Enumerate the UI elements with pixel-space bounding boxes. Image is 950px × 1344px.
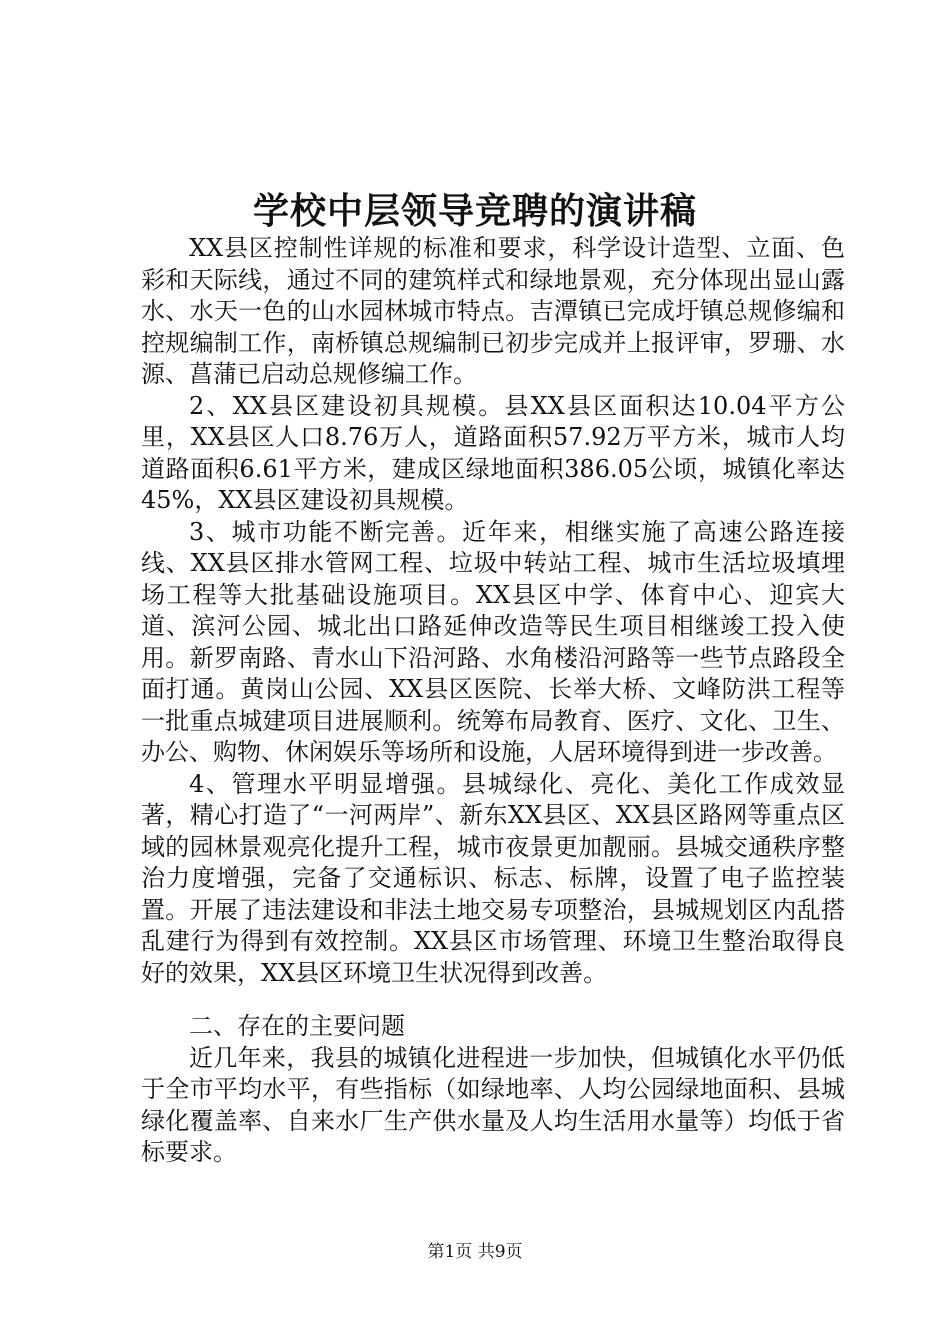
page-title: 学校中层领导竞聘的演讲稿 xyxy=(252,190,697,232)
page-footer: 第1页 共9页 xyxy=(427,1242,523,1262)
section-heading: 二、存在的主要问题 xyxy=(189,1012,405,1040)
paragraph-2: 2、XX县区建设初具规模。县XX县区面积达10.04平方公里，XX县区人口8.76万人，道路面积57.92万平方米，城市人均道路面积6.61平方米，建成区绿地面积386.05公顷，城镇化率达45%，XX县区建设初具规模。 xyxy=(141,391,845,514)
document-body xyxy=(141,233,845,1169)
section-paragraph: 近几年来，我县的城镇化进程进一步加快，但城镇化水平仍低于全市平均水平，有些指标（如绿地率、人均公园绿地面积、县城绿化覆盖率、自来水厂生产供水量及人均生活用水量等）均低于省标要求。 xyxy=(141,1043,845,1166)
paragraph-4: 4、管理水平明显增强。县城绿化、亮化、美化工作成效显著，精心打造了“一河两岸”、新东XX县区、XX县区路网等重点区域的园林景观亮化提升工程，城市夜景更加靓丽。县城交通秩序整治力度增强，完备了交通标识、标志、标牌，设置了电子监控装置。开展了违法建设和非法土地交易专项整治，县城规划区内乱搭乱建行为得到有效控制。XX县区市场管理、环境卫生整治取得良好的效果，XX县区环境卫生状况得到改善。 xyxy=(141,769,845,987)
paragraph-1: XX县区控制性详规的标准和要求，科学设计造型、立面、色彩和天际线，通过不同的建筑样式和绿地景观，充分体现出显山露水、水天一色的山水园林城市特点。吉潭镇已完成圩镇总规修编和控规编制工作，南桥镇总规编制已初步完成并上报评审，罗珊、水源、菖蒲已启动总规修编工作。 xyxy=(141,234,845,388)
paragraph-3: 3、城市功能不断完善。近年来，相继实施了高速公路连接线、XX县区排水管网工程、垃圾中转站工程、城市生活垃圾填埋场工程等大批基础设施项目。XX县区中学、体育中心、迎宾大道、滨河公园、城北出口路延伸改造等民生项目相继竣工投入使用。新罗南路、青水山下沿河路、水角楼沿河路等一些节点路段全面打通。黄岗山公园、XX县区医院、长举大桥、文峰防洪工程等一批重点城建项目进展顺利。统筹布局教育、医疗、文化、卫生、办公、购物、休闲娱乐等场所和设施，人居环境得到进一步改善。 xyxy=(141,517,845,766)
